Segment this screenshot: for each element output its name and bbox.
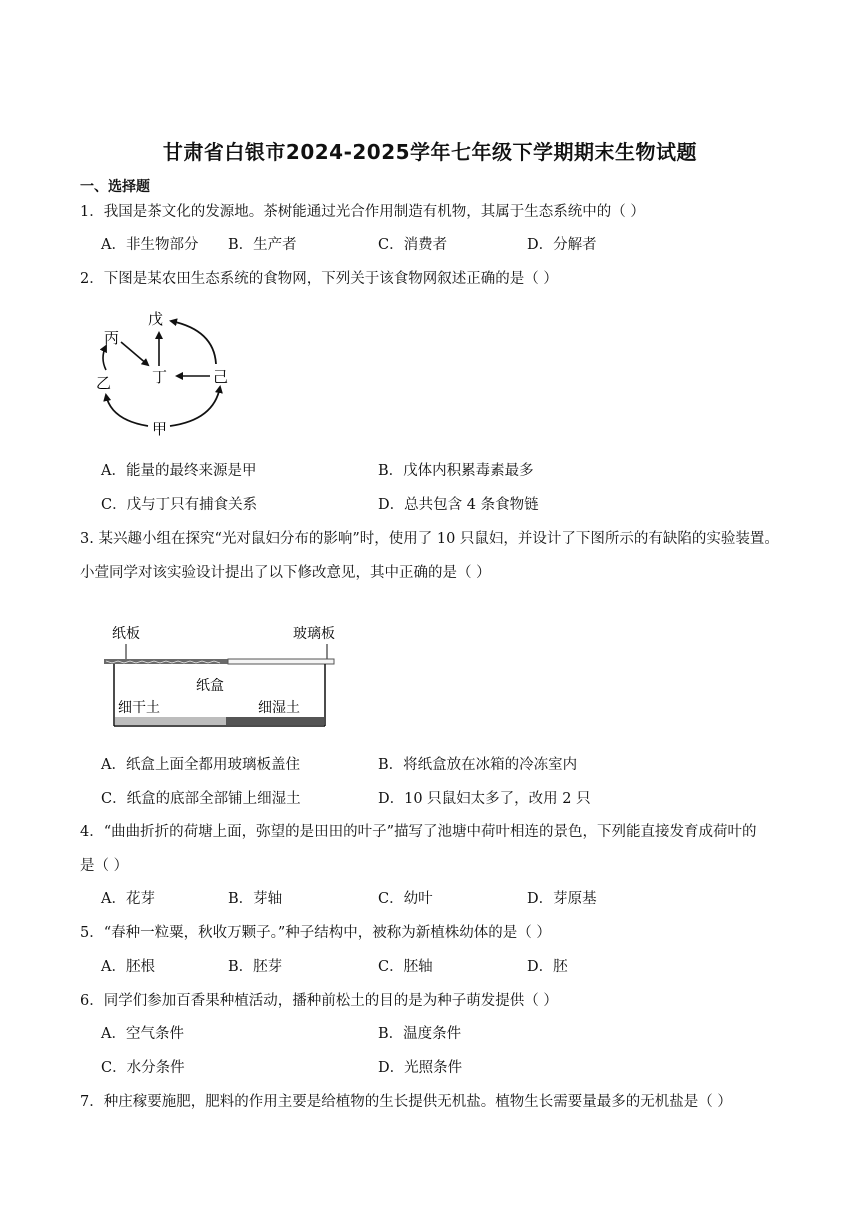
q6-option-a[interactable]: A．空气条件 <box>101 1026 184 1042</box>
question-5-stem: 5．“春种一粒粟，秋收万颗子。”种子结构中，被称为新植株幼体的是（ ） <box>80 925 551 941</box>
arrow-jia-to-yi <box>106 395 148 426</box>
q2-option-d[interactable]: D．总共包含 4 条食物链 <box>378 497 539 513</box>
food-web-label-yi: 乙 <box>96 374 112 392</box>
apparatus-label-cardboard: 纸板 <box>112 626 140 642</box>
q2-option-c[interactable]: C．戊与丁只有捕食关系 <box>101 497 258 513</box>
food-web-label-ji: 己 <box>213 368 229 386</box>
question-4-stem-line-2: 是（ ） <box>80 858 129 874</box>
arrow-bing-to-ding <box>121 342 148 365</box>
q5-option-a[interactable]: A．胚根 <box>101 959 155 975</box>
question-7-stem: 7．种庄稼要施肥，肥料的作用主要是给植物的生长提供无机盐。植物生长需要量最多的无机盐是（ ） <box>80 1094 732 1110</box>
question-4-stem-line-1: 4．“曲曲折折的荷塘上面，弥望的是田田的叶子”描写了池塘中荷叶相连的景色，下列能直接发育成荷叶的 <box>80 824 757 840</box>
q1-option-a[interactable]: A．非生物部分 <box>101 237 199 253</box>
apparatus-label-glass: 玻璃板 <box>293 626 335 642</box>
question-3-stem-line-2: 小萱同学对该实验设计提出了以下修改意见，其中正确的是（ ） <box>80 565 491 581</box>
q2-option-b[interactable]: B．戊体内积累毒素最多 <box>378 463 534 479</box>
arrow-ji-to-wu <box>171 321 216 364</box>
q1-option-d[interactable]: D．分解者 <box>527 237 597 253</box>
apparatus-label-wet-soil: 细湿土 <box>258 700 300 716</box>
q6-option-b[interactable]: B．温度条件 <box>378 1026 462 1042</box>
q1-option-b[interactable]: B．生产者 <box>228 237 297 253</box>
q1-option-c[interactable]: C．消费者 <box>378 237 448 253</box>
q4-option-b[interactable]: B．芽轴 <box>228 891 283 907</box>
q6-option-c[interactable]: C．水分条件 <box>101 1060 185 1076</box>
arrow-yi-to-bing <box>103 346 106 370</box>
q5-option-c[interactable]: C．胚轴 <box>378 959 433 975</box>
dry-soil-layer <box>115 717 226 725</box>
food-web-label-jia: 甲 <box>152 420 168 438</box>
page-title: 甘肃省白银市2024-2025学年七年级下学期期末生物试题 <box>162 140 698 164</box>
question-1-stem: 1．我国是茶文化的发源地。茶树能通过光合作用制造有机物，其属于生态系统中的（ ） <box>80 204 645 220</box>
q2-option-a[interactable]: A．能量的最终来源是甲 <box>101 463 257 479</box>
apparatus-label-dry-soil: 细干土 <box>118 700 160 716</box>
cardboard-cover <box>104 659 228 664</box>
apparatus-diagram <box>100 618 345 733</box>
q3-option-c[interactable]: C．纸盒的底部全部铺上细湿土 <box>101 791 301 807</box>
q3-option-d[interactable]: D．10 只鼠妇太多了，改用 2 只 <box>378 791 591 807</box>
q5-option-b[interactable]: B．胚芽 <box>228 959 283 975</box>
question-2-stem: 2．下图是某农田生态系统的食物网，下列关于该食物网叙述正确的是（ ） <box>80 271 558 287</box>
q3-option-a[interactable]: A．纸盒上面全都用玻璃板盖住 <box>101 757 300 773</box>
wet-soil-layer <box>226 717 324 725</box>
glass-cover <box>228 659 334 664</box>
q6-option-d[interactable]: D．光照条件 <box>378 1060 463 1076</box>
apparatus-label-box: 纸盒 <box>196 678 224 694</box>
food-web-diagram <box>86 302 246 442</box>
q4-option-a[interactable]: A．花芽 <box>101 891 155 907</box>
food-web-label-bing: 丙 <box>104 329 120 347</box>
q4-option-d[interactable]: D．芽原基 <box>527 891 597 907</box>
question-6-stem: 6．同学们参加百香果种植活动，播种前松土的目的是为种子萌发提供（ ） <box>80 993 558 1009</box>
q3-option-b[interactable]: B．将纸盒放在冰箱的冷冻室内 <box>378 757 578 773</box>
section-heading: 一、选择题 <box>80 179 150 195</box>
food-web-label-ding: 丁 <box>152 368 168 386</box>
question-3-stem-line-1: 3. 某兴趣小组在探究“光对鼠妇分布的影响”时，使用了 10 只鼠妇，并设计了下图所示的有缺陷的实验装置。 <box>80 531 779 547</box>
q4-option-c[interactable]: C．幼叶 <box>378 891 433 907</box>
food-web-label-wu: 戊 <box>148 310 164 328</box>
arrow-jia-to-ji <box>170 387 220 426</box>
q5-option-d[interactable]: D．胚 <box>527 959 568 975</box>
